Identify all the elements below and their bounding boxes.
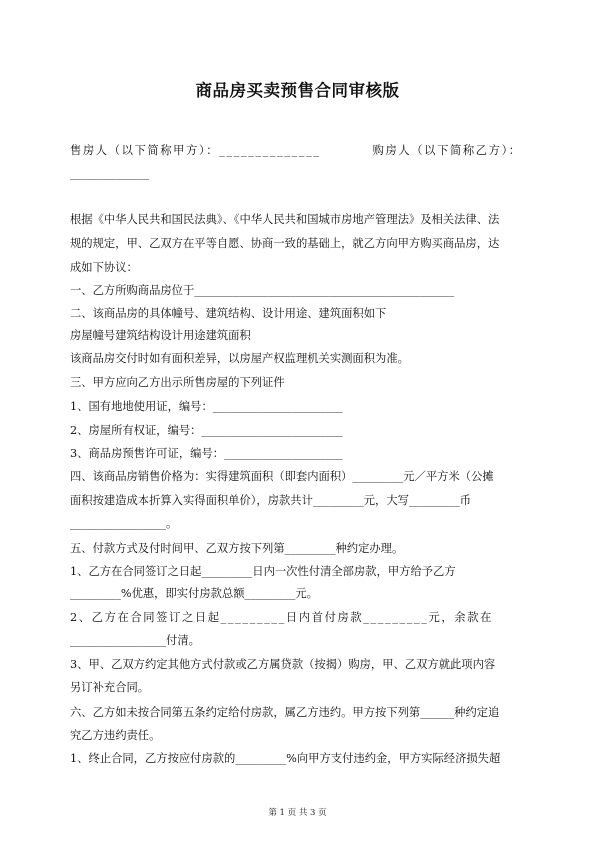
seller-label: 售房人（以下简称甲方）：______________ — [70, 144, 321, 157]
buyer-label: 购房人（以下简称乙方）： — [372, 144, 522, 157]
document-title: 商品房买卖预售合同审核版 — [195, 81, 400, 100]
paragraph-line: _________________。 — [70, 517, 178, 530]
paragraph-line: 面积按建造成本折算入实得面积单价），房款共计_________元，大写_________币 — [70, 494, 472, 507]
paragraph-line: 四、该商品房销售价格为：实得建筑面积（即套内面积）_________元／平方米（公摊 — [70, 470, 494, 483]
paragraph-line: 1、国有地地使用证，编号：_______________________ — [70, 400, 343, 413]
paragraph-line: 根据《中华人民共和国民法典》、《中华人民共和国城市房地产管理法》及相关法律、法 — [70, 213, 500, 226]
page-number: 第 1 页 共 3 页 — [268, 808, 327, 818]
paragraph-line: 2、房屋所有权证，编号：_________________________ — [70, 424, 343, 437]
paragraph-line: 规的规定，甲、乙双方在平等自愿、协商一致的基础上，就乙方向甲方购买商品房，达 — [70, 237, 500, 250]
paragraph-line: 成如下协议： — [70, 261, 138, 274]
paragraph-line: 1、终止合同，乙方按应付房款的_________%向甲方支付违约金，甲方实际经济损失超 — [70, 752, 501, 765]
paragraph-line: 一、乙方所购商品房位于______________________________________________ — [70, 284, 455, 297]
paragraph-line: 3、商品房预售许可证，编号：_____________________ — [70, 447, 343, 460]
paragraph-line: 3、甲、乙双方约定其他方式付款或乙方属贷款（按揭）购房，甲、乙双方就此项内容 — [70, 658, 496, 671]
paragraph-line: 该商品房交付时如有面积差异，以房屋产权监理机关实测面积为准。 — [70, 352, 409, 365]
paragraph-line: 1、乙方在合同签订之日起_________日内一次性付清全部房款，甲方给予乙方 — [70, 565, 456, 578]
paragraph-line: _________________付清。 — [70, 634, 200, 647]
paragraph-line: 房屋幢号建筑结构设计用途建筑面积 — [70, 329, 251, 342]
paragraph-line: _________%优惠，即实付房款总额_________元。 — [70, 587, 318, 600]
paragraph-line: 2、乙方在合同签订之日起_________日内首付房款_________元，余款在 — [70, 611, 493, 624]
paragraph-line: 三、甲方应向乙方出示所售房屋的下列证件 — [70, 376, 285, 389]
paragraph-line: 六、乙方如未按合同第五条约定给付房款，属乙方违约。甲方按下列第______种约定追 — [70, 706, 500, 719]
paragraph-line: 五、付款方式及付时间甲、乙双方按下列第_________种约定办理。 — [70, 542, 404, 555]
buyer-blank: ______________ — [70, 167, 150, 180]
paragraph-line: 究乙方违约责任。 — [70, 729, 161, 742]
parties-line — [70, 144, 522, 158]
paragraph-line: 二、该商品房的具体幢号、建筑结构、设计用途、建筑面积如下 — [70, 307, 387, 320]
paragraph-line: 另订补充合同。 — [70, 681, 150, 694]
